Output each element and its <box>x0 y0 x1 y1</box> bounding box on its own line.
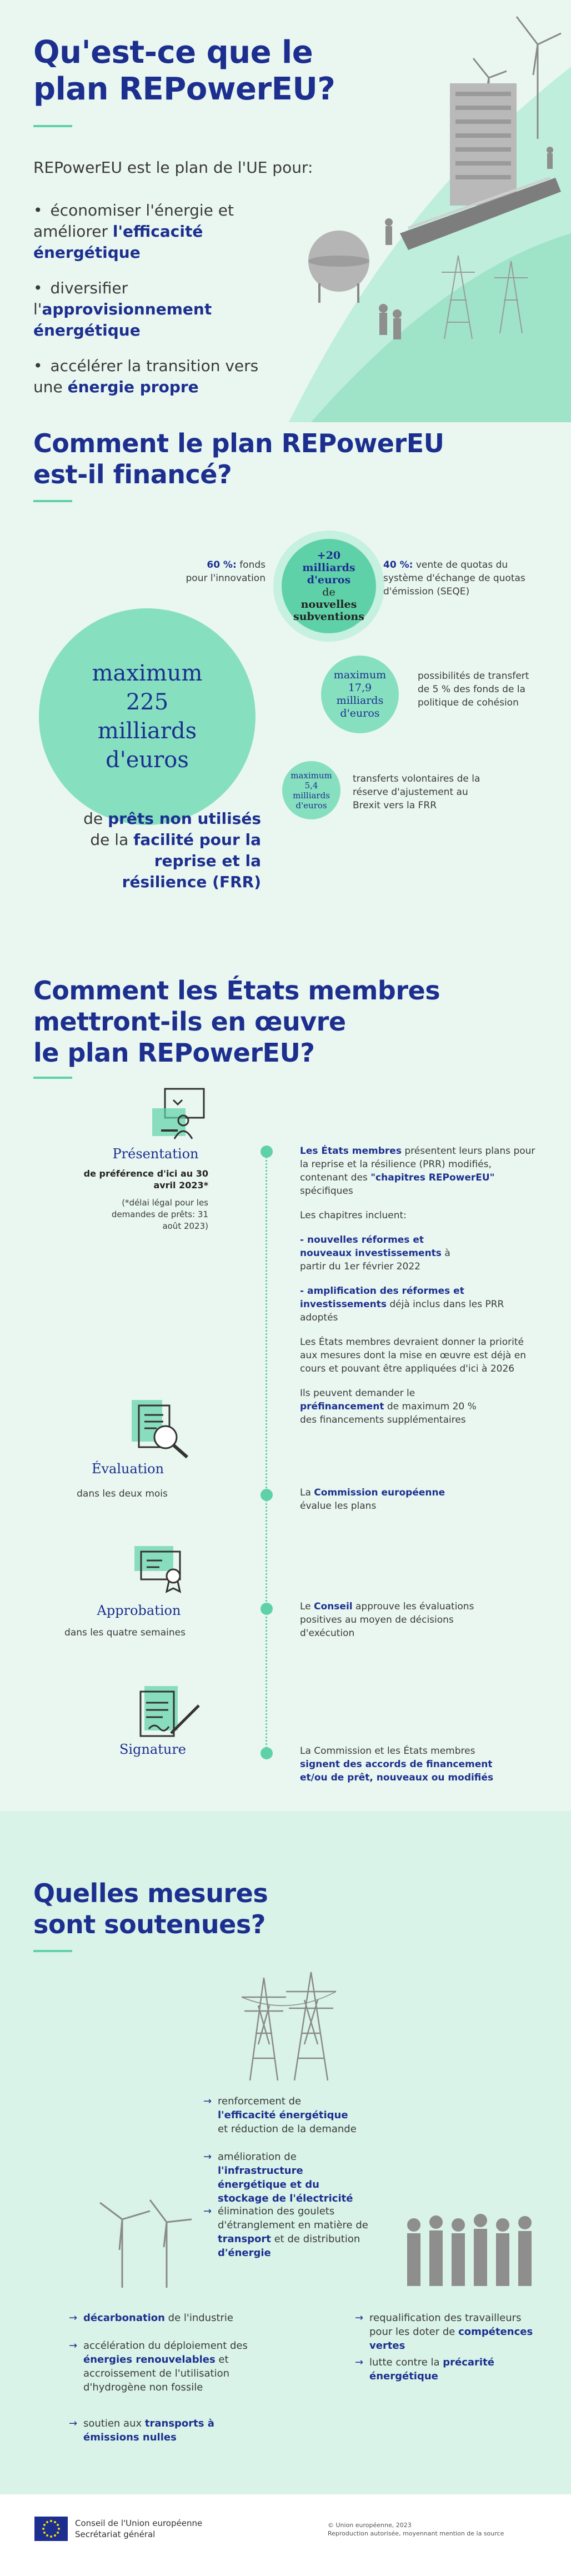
presentation-icon <box>151 1086 207 1142</box>
measure-decarbonisation: → décarbonation de l'industrie <box>83 2311 250 2325</box>
footer-copyright: © Union européenne, 2023 <box>328 2522 412 2529</box>
impl-title-line2: mettront-ils en œuvre <box>33 1007 346 1037</box>
footer-org-line2: Secrétariat général <box>75 2529 156 2539</box>
brexit-line4: d'euros <box>295 800 327 811</box>
measure-transport-bottlenecks: → élimination des goulets d'étranglement en matière de transport et de distribution d'énergie <box>218 2204 401 2260</box>
financing-title-line1: Comment le plan REPowerEU <box>33 428 444 458</box>
presentation-p2: Les chapitres incluent: <box>300 1210 407 1221</box>
impl-title-line1: Comment les États membres <box>33 976 440 1006</box>
wind-turbine-icon <box>83 2189 194 2289</box>
cohesion-line4: d'euros <box>340 707 380 719</box>
timeline-line <box>266 1150 267 1758</box>
loans-caption: de prêts non utilisés de la facilité pour la reprise et la résilience (FRR) <box>83 809 261 891</box>
presentation-p4: - amplification des réformes et investissements déjà inclus dans les PRR adoptés <box>300 1286 504 1323</box>
presentation-p3: - nouvelles réformes et nouveaux investissements à partir du 1er février 2022 <box>300 1234 450 1272</box>
brexit-amount: 5,4 <box>304 780 318 791</box>
cohesion-amount: 17,9 <box>348 682 372 694</box>
loans-circle-line1: maximum <box>92 661 203 686</box>
brexit-line1: maximum <box>290 770 332 781</box>
footer <box>0 2494 571 2576</box>
bullet-supply: • diversifier l'approvisionnement énergétique <box>33 278 278 341</box>
approbation-icon <box>129 1542 193 1594</box>
loans-circle-amount: 225 <box>126 689 169 715</box>
cohesion-line3: milliards <box>336 694 384 707</box>
step-presentation-deadline: de préférence d'ici au 30 avril 2023* <box>83 1168 208 1191</box>
measures-underline <box>33 1950 72 1952</box>
step-evaluation-title: Évaluation <box>91 1461 164 1477</box>
brexit-line3: milliards <box>293 790 330 801</box>
evaluation-icon <box>129 1397 193 1461</box>
bullet-clean-energy: • accélérer la transition vers une énergie propre <box>33 356 278 398</box>
brexit-text: transferts volontaires de la réserve d'ajustement au Brexit vers la FRR <box>353 773 480 811</box>
timeline-dot-2 <box>261 1489 273 1501</box>
loans-circle <box>39 608 256 825</box>
subsidies-line6: subventions <box>293 611 364 623</box>
step-approbation-text: Le Conseil approuve les évaluations positives au moyen de décisions d'exécution <box>300 1601 474 1639</box>
page-title-line1: Qu'est-ce que le <box>33 34 313 71</box>
eu-flag-logo <box>34 2517 68 2541</box>
step-evaluation-deadline: dans les deux mois <box>77 1488 168 1499</box>
step-presentation-note: (*délai légal pour les demandes de prêts: 31 août 2023) <box>111 1198 208 1231</box>
brexit-circle <box>282 761 340 819</box>
loans-circle-line4: d'euros <box>106 747 189 773</box>
subsidies-outer-ring <box>273 531 384 642</box>
step-approbation-title: Approbation <box>97 1603 181 1618</box>
measure-renewables: → accélération du déploiement des énergies renouvelables et accroissement de l'utilisation d'hydrogène non fossile <box>83 2339 256 2394</box>
ets-note: 40 %: vente de quotas du système d'échange de quotas d'émission (SEQE) <box>383 559 525 597</box>
timeline-dot-3 <box>261 1603 273 1615</box>
step-signature-text: La Commission et les États membres signent des accords de financement et/ou de prêt, nouveaux ou modifiés <box>300 1745 494 1783</box>
presentation-p6: Ils peuvent demander le préfinancement de maximum 20 % des financements supplémentaires <box>300 1388 477 1425</box>
page-title-line2: plan REPowerEU? <box>33 71 335 107</box>
measure-infrastructure: → amélioration de l'infrastructure énergétique et du stockage de l'électricité <box>218 2150 368 2205</box>
impl-underline <box>33 1077 72 1079</box>
step-approbation-deadline: dans les quatre semaines <box>64 1627 186 1638</box>
intro-text: REPowerEU est le plan de l'UE pour: <box>33 158 313 177</box>
workers-icon <box>400 2208 539 2289</box>
subsidies-amount: +20 <box>317 549 341 562</box>
pylon-icon <box>233 1967 344 2083</box>
financing-title-line2: est-il financé? <box>33 459 232 489</box>
measures-title-line2: sont soutenues? <box>33 1909 266 1939</box>
step-signature-title: Signature <box>119 1742 187 1757</box>
footer-org-line1: Conseil de l'Union européenne <box>75 2518 203 2528</box>
step-presentation-title: Présentation <box>112 1146 199 1162</box>
subsidies-line2: milliards <box>302 562 355 574</box>
title-underline <box>33 125 72 127</box>
subsidies-circle <box>282 539 376 633</box>
impl-title-line3: le plan REPowerEU? <box>33 1038 315 1068</box>
presentation-p1: Les États membres présentent leurs plans pour la reprise et la résilience (PRR) modifiés, contenant des "chapitres REPowerEU" spécifiques <box>300 1146 535 1197</box>
cohesion-text: possibilités de transfert de 5 % des fonds de la politique de cohésion <box>418 671 529 708</box>
step-presentation-details <box>300 1144 539 1427</box>
measure-efficiency: → renforcement de l'efficacité énergétique et réduction de la demande <box>218 2094 357 2136</box>
footer-reproduction: Reproduction autorisée, moyennant mention de la source <box>328 2530 504 2537</box>
measure-energy-poverty: → lutte contre la précarité énergétique <box>369 2355 536 2383</box>
innovation-fund-note: 60 %: fonds pour l'innovation <box>186 559 266 584</box>
step-evaluation-text: La Commission européenne évalue les plans <box>300 1487 445 1512</box>
presentation-p5: Les États membres devraient donner la priorité aux mesures dont la mise en œuvre est déjà en cours et pouvant être appliquées d'ici à 2026 <box>300 1337 526 1374</box>
subsidies-line4: de <box>322 586 335 598</box>
cohesion-line1: maximum <box>333 669 387 681</box>
subsidies-line3: d'euros <box>307 574 351 586</box>
subsidies-line5: nouvelles <box>300 598 357 611</box>
financing-underline <box>33 500 72 502</box>
timeline-dot-4 <box>261 1747 273 1759</box>
measure-green-skills: → requalification des travailleurs pour les doter de compétences vertes <box>369 2311 547 2353</box>
timeline-dot-1 <box>261 1146 273 1158</box>
loans-circle-line3: milliards <box>97 718 197 744</box>
signature-icon <box>138 1683 204 1744</box>
measure-zero-emission-transport: → soutien aux transports à émissions nulles <box>83 2417 228 2444</box>
measures-title-line1: Quelles mesures <box>33 1878 268 1908</box>
cohesion-circle <box>321 656 399 733</box>
bullet-energy-efficiency: • économiser l'énergie et améliorer l'efficacité énergétique <box>33 200 278 263</box>
